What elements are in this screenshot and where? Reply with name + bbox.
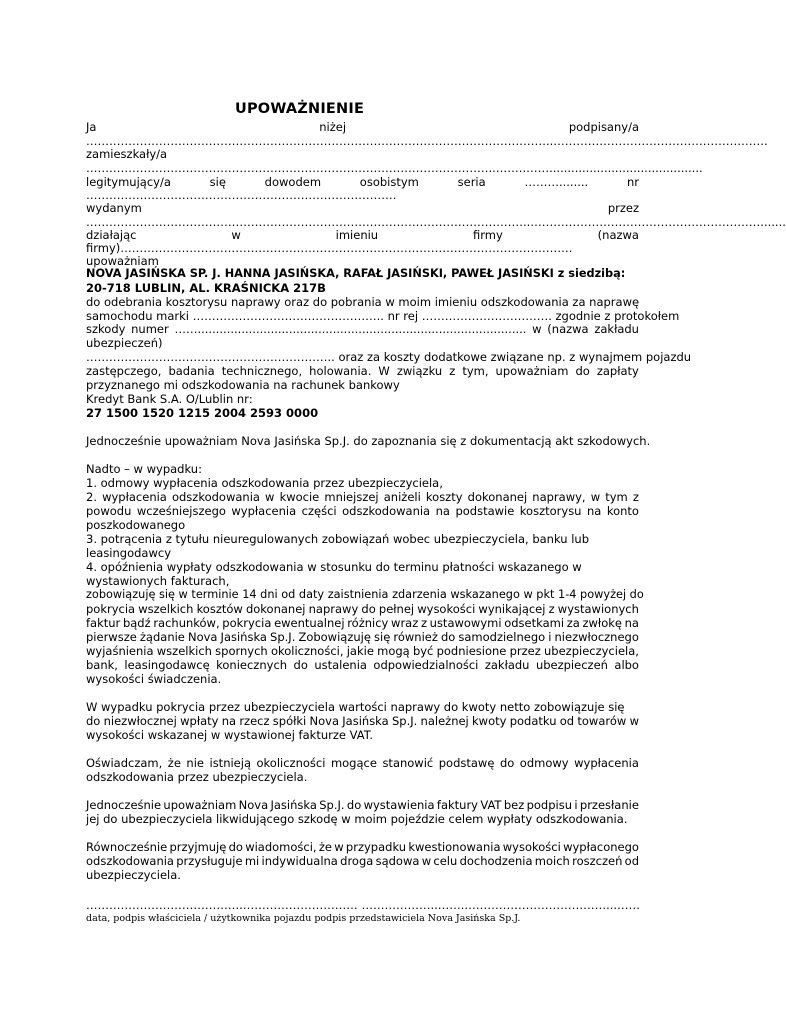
id-number-fill-line: ……………………………………………………………………… xyxy=(86,188,397,202)
word: kosztorysu xyxy=(519,504,582,518)
company-word: (nazwa xyxy=(597,228,639,242)
word: przypadku xyxy=(345,840,407,854)
vat-line xyxy=(86,714,639,728)
label-zamieszkaly: zamieszkały/a xyxy=(86,147,168,161)
word: wszelkich xyxy=(138,602,194,616)
word: do xyxy=(86,714,101,728)
word: wyjaśnienia xyxy=(86,644,154,658)
word: odszkodowania xyxy=(86,854,174,868)
word: do xyxy=(228,840,243,854)
word: do xyxy=(293,658,308,672)
word: Jasińska xyxy=(342,714,389,728)
word: w xyxy=(532,322,542,336)
word: naprawy xyxy=(308,602,359,616)
purpose-line: przyznanego mi odszkodowania na rachunek bankowy xyxy=(86,378,400,392)
declaration-line: odszkodowania przez ubezpieczyciela. xyxy=(86,770,308,784)
word: spornych xyxy=(215,644,268,658)
purpose-justified-row xyxy=(86,364,639,378)
id-word: dowodem xyxy=(264,175,322,189)
word: Sp.J. xyxy=(319,798,345,812)
id-word: się xyxy=(209,175,226,189)
vat-line: W wypadku pokrycia przez ubezpieczyciela wartości naprawy do kwoty netto zobowiązuje się xyxy=(86,700,625,714)
case-item xyxy=(86,504,639,518)
word: technicznego, xyxy=(221,364,303,378)
signature-caption: data, podpis właściciela / użytkownika pojazdu podpis przedstawiciela Nova Jasińska Sp.J. xyxy=(86,913,521,924)
word: wszelkich xyxy=(156,644,212,658)
word: podatku xyxy=(509,714,557,728)
company-word: imieniu xyxy=(335,228,379,242)
word: Jasińska xyxy=(270,798,317,812)
word: części xyxy=(301,504,337,518)
company-fill-line: firmy)………………………………………………………………………………………………………. xyxy=(86,241,573,255)
word: samodzielnego xyxy=(458,630,546,644)
word: spółki xyxy=(272,714,307,728)
word: wypłacenia xyxy=(231,504,297,518)
word: w xyxy=(590,490,601,504)
word: pokrycia xyxy=(86,602,136,616)
word: towarów xyxy=(577,714,627,728)
word: kwestionowania xyxy=(408,840,501,854)
word: Nova xyxy=(238,798,269,812)
word: że xyxy=(318,840,332,854)
word: albo xyxy=(614,658,639,672)
label-przez: przez xyxy=(607,201,639,215)
word: bank, xyxy=(86,658,118,672)
word: pełnej xyxy=(378,602,415,616)
word: mi xyxy=(244,854,260,868)
label-ja: Ja xyxy=(86,120,97,134)
word: dokonanej xyxy=(467,490,528,504)
bank-name: Kredyt Bank S.A. O/Lublin nr: xyxy=(86,392,253,406)
company-address: 20-718 LUBLIN, AL. KRAŚNICKA 217B xyxy=(86,281,326,295)
word: związku xyxy=(396,364,443,378)
word: koniecznych xyxy=(216,658,288,672)
word: do xyxy=(346,798,362,812)
word: do xyxy=(499,756,515,770)
word: jakie xyxy=(346,644,374,658)
word: przysługuje xyxy=(176,854,243,868)
word: (nazwa xyxy=(547,322,589,336)
word: wypłaconego xyxy=(563,840,639,854)
word: Zobowiązuję xyxy=(298,630,371,644)
case-item: 1. odmowy wypłacenia odszkodowania przez ubezpieczyciela, xyxy=(86,476,443,490)
word: zapłaty xyxy=(596,364,639,378)
word: na xyxy=(586,504,602,518)
word: należnej xyxy=(420,714,469,728)
word: z xyxy=(420,616,427,630)
id-word: seria xyxy=(457,175,486,189)
word: pokrycia xyxy=(222,616,272,630)
word: rachunków, xyxy=(153,616,220,630)
word: leasingodawcę xyxy=(124,658,210,672)
word: od xyxy=(559,714,575,728)
word: naprawy, xyxy=(532,490,586,504)
purpose-claim-row xyxy=(86,322,639,336)
word: faktur xyxy=(86,616,121,630)
word: wpłaty xyxy=(180,714,219,728)
obligation-line xyxy=(86,644,639,658)
word: przez xyxy=(509,644,541,658)
word: za xyxy=(566,616,580,630)
label-upowazniam: upoważniam xyxy=(86,254,159,268)
word: Sp.J. xyxy=(391,714,418,728)
obligation-line xyxy=(86,616,639,630)
word: w xyxy=(265,490,275,504)
word: podstawę xyxy=(438,756,495,770)
obligation-line: zobowiązuję się w terminie 14 dni od daty zaistnienia zdarzenia wskazanego w pkt 1-4 powyżej do xyxy=(86,588,644,601)
word: i xyxy=(574,798,578,812)
company-name: NOVA JASIŃSKA SP. J. HANNA JASIŃSKA, RAFAŁ JASIŃSKI, PAWEŁ JASIŃSKI z siedzibą: xyxy=(86,267,626,280)
word: Równocześnie xyxy=(86,840,168,854)
word: zwłokę xyxy=(582,616,622,630)
word: celu xyxy=(433,854,458,868)
label-nizej: niżej xyxy=(319,120,347,134)
word: dochodzenia xyxy=(459,854,533,868)
word: stanowić xyxy=(382,756,434,770)
word: odmowy xyxy=(519,756,569,770)
word: Jednocześnie xyxy=(86,798,162,812)
case-item xyxy=(86,490,639,504)
word: rzecz xyxy=(239,714,270,728)
word: ubezpieczeń xyxy=(535,658,608,672)
word: na xyxy=(624,616,639,630)
invoice-line: jej do ubezpieczyciela likwidującego szkodę w moim pojeździe celem wypłaty odszkodowania. xyxy=(86,812,628,826)
word: z xyxy=(449,364,456,378)
purpose-line: ubezpieczeń) xyxy=(86,336,163,350)
invoice-line xyxy=(86,798,639,812)
word: upoważniam xyxy=(495,364,569,378)
declaration-line xyxy=(86,756,639,770)
bank-account-number: 27 1500 1520 1215 2004 2593 0000 xyxy=(86,406,319,420)
id-word: osobistym xyxy=(359,175,419,189)
case-item: leasingodawcy xyxy=(86,546,172,560)
word: zakładu xyxy=(594,322,639,336)
word: holowania. xyxy=(309,364,372,378)
purpose-line: ……………………………………………………….. oraz za koszty dodatkowe związane np. z wynajmem pojazdu xyxy=(86,350,692,364)
company-word: działając xyxy=(86,228,137,242)
word: badania xyxy=(168,364,215,378)
form-row-company xyxy=(86,228,639,242)
claims-line: ubezpieczyciela. xyxy=(86,868,181,882)
claims-line xyxy=(86,840,639,854)
word: Nova xyxy=(309,714,340,728)
claims-line xyxy=(86,854,639,868)
word: że xyxy=(167,756,181,770)
word: na xyxy=(435,504,450,518)
word: wiadomości, xyxy=(245,840,317,854)
word: 2. xyxy=(86,490,97,504)
word: od xyxy=(624,854,639,868)
word: również xyxy=(393,630,438,644)
word: w xyxy=(334,840,344,854)
word: być xyxy=(412,644,434,658)
company-word: w xyxy=(231,228,241,242)
address-fill-line: ……………………………………………………………………………………………..……..…….......................................... xyxy=(86,161,703,175)
word: zakładu xyxy=(484,658,530,672)
word: wysokości xyxy=(502,840,561,854)
word: podpisu xyxy=(526,798,572,812)
word: w xyxy=(629,714,639,728)
word: ustalenia xyxy=(314,658,367,672)
word: wysokości xyxy=(417,602,476,616)
word: Nova xyxy=(187,630,218,644)
word: przesłanie xyxy=(579,798,639,812)
word: się xyxy=(374,630,391,644)
word: bądź xyxy=(122,616,151,630)
word: z xyxy=(548,602,555,616)
word: aniżeli xyxy=(383,490,421,504)
word: niezwłocznego xyxy=(554,630,639,644)
word: mogące xyxy=(330,756,377,770)
case-item: wystawionych fakturach, xyxy=(86,574,230,588)
word: W xyxy=(378,364,390,378)
word: niezwłocznej xyxy=(103,714,177,728)
word: kwoty xyxy=(472,714,507,728)
word: z xyxy=(632,490,639,504)
id-word: nr xyxy=(626,175,639,189)
word: dokonanej xyxy=(245,602,306,616)
word: VAT xyxy=(480,798,502,812)
word: numer xyxy=(131,322,169,336)
word: mniejszej xyxy=(324,490,379,504)
word: ewentualnej xyxy=(274,616,345,630)
cases-intro: Nadto – w wypadku: xyxy=(86,462,202,476)
name-fill-line: …………………………………………………………………………………………………………..……………………………………………….. xyxy=(86,134,768,148)
form-row-id xyxy=(86,175,639,189)
word: kosztów xyxy=(196,602,243,616)
word: podstawie xyxy=(455,504,515,518)
word: Oświadczam, xyxy=(86,756,163,770)
word: zastępczego, xyxy=(86,364,162,378)
word: różnicy xyxy=(347,616,389,630)
word: na xyxy=(221,714,237,728)
word: wystawionych xyxy=(557,602,639,616)
series-fill: ………........ xyxy=(524,175,589,189)
case-item: 3. potrącenia z tytułu nieuregulowanych zobowiązań wobec ubezpieczyciela, banku lub xyxy=(86,532,590,546)
document-title: UPOWAŻNIENIE xyxy=(235,101,365,117)
word: okoliczności, xyxy=(270,644,344,658)
word: sądowa xyxy=(375,854,420,868)
word: droga xyxy=(340,854,374,868)
word: moich xyxy=(534,854,570,868)
word: do xyxy=(575,364,590,378)
word: wynikającej xyxy=(478,602,546,616)
word: Sp.J. xyxy=(270,630,296,644)
word: wystawienia xyxy=(363,798,435,812)
word: kwocie xyxy=(279,490,320,504)
word: tym xyxy=(605,490,628,504)
signature-line: …………………………………..………………………… ………………..……..………………………………...…… xyxy=(86,898,641,912)
word: koszty xyxy=(425,490,463,504)
word: Jasińska xyxy=(220,630,267,644)
word: i xyxy=(548,630,552,644)
word: upoważniam xyxy=(163,798,237,812)
word: wypłacenia xyxy=(574,756,639,770)
obligation-line xyxy=(86,602,639,616)
label-podpisany: podpisany/a xyxy=(568,120,639,134)
word: w xyxy=(421,854,432,868)
word: powodu xyxy=(86,504,132,518)
docs-paragraph: Jednocześnie upoważniam Nova Jasińska Sp.J. do zapoznania się z dokumentacją akt szkodowych. xyxy=(86,434,651,448)
word: odszkodowania xyxy=(342,504,431,518)
word: nie xyxy=(186,756,204,770)
obligation-line: wysokości świadczenia. xyxy=(86,672,222,686)
word: odpowiedzialności xyxy=(373,658,479,672)
purpose-line: samochodu marki ………………………………………….. nr rej ……………………………. zgodnie z protokołem xyxy=(86,309,680,323)
case-item: 4. opóźnienia wypłaty odszkodowania w stosunku do terminu płatności wskazanego w xyxy=(86,560,582,574)
label-wydanym: wydanym xyxy=(86,201,142,215)
obligation-line xyxy=(86,658,639,672)
word: pierwsze xyxy=(86,630,137,644)
word: szkody xyxy=(86,322,126,336)
issuer-fill-line: ……………………………………………………………………………………………………..……………………………………………………....... xyxy=(86,215,786,229)
word: roszczeń xyxy=(572,854,623,868)
obligation-line xyxy=(86,630,639,644)
word: faktury xyxy=(436,798,478,812)
word: przyjmuję xyxy=(169,840,227,854)
id-word: legitymujący/a xyxy=(86,175,171,189)
purpose-line: do odebrania kosztorysu naprawy oraz do pobrania w moim imieniu odszkodowania za naprawę xyxy=(86,295,640,309)
word: istnieją xyxy=(209,756,251,770)
word: indywidualna xyxy=(261,854,338,868)
case-item: poszkodowanego xyxy=(86,518,186,532)
word: odszkodowania xyxy=(171,490,260,504)
company-word: firmy xyxy=(473,228,503,242)
word: wcześniejszego xyxy=(136,504,226,518)
word: mogą xyxy=(377,644,410,658)
vat-line: wysokości wskazanej w wystawionej fakturze VAT. xyxy=(86,728,374,742)
word: wypłacenia xyxy=(102,490,167,504)
word: ubezpieczyciela, xyxy=(544,644,639,658)
word: podniesione xyxy=(436,644,507,658)
word: okoliczności xyxy=(256,756,326,770)
form-row-name xyxy=(86,120,639,134)
word: ustawowymi xyxy=(429,616,502,630)
word: tym, xyxy=(462,364,489,378)
word: konto xyxy=(606,504,639,518)
word: bez xyxy=(503,798,525,812)
word: do xyxy=(440,630,456,644)
word: odsetkami xyxy=(504,616,565,630)
claim-number-fill: …….......................................................................................... xyxy=(174,322,527,336)
word: do xyxy=(361,602,376,616)
word: wraz xyxy=(391,616,419,630)
form-row-issued xyxy=(86,201,639,215)
word: żądanie xyxy=(139,630,185,644)
